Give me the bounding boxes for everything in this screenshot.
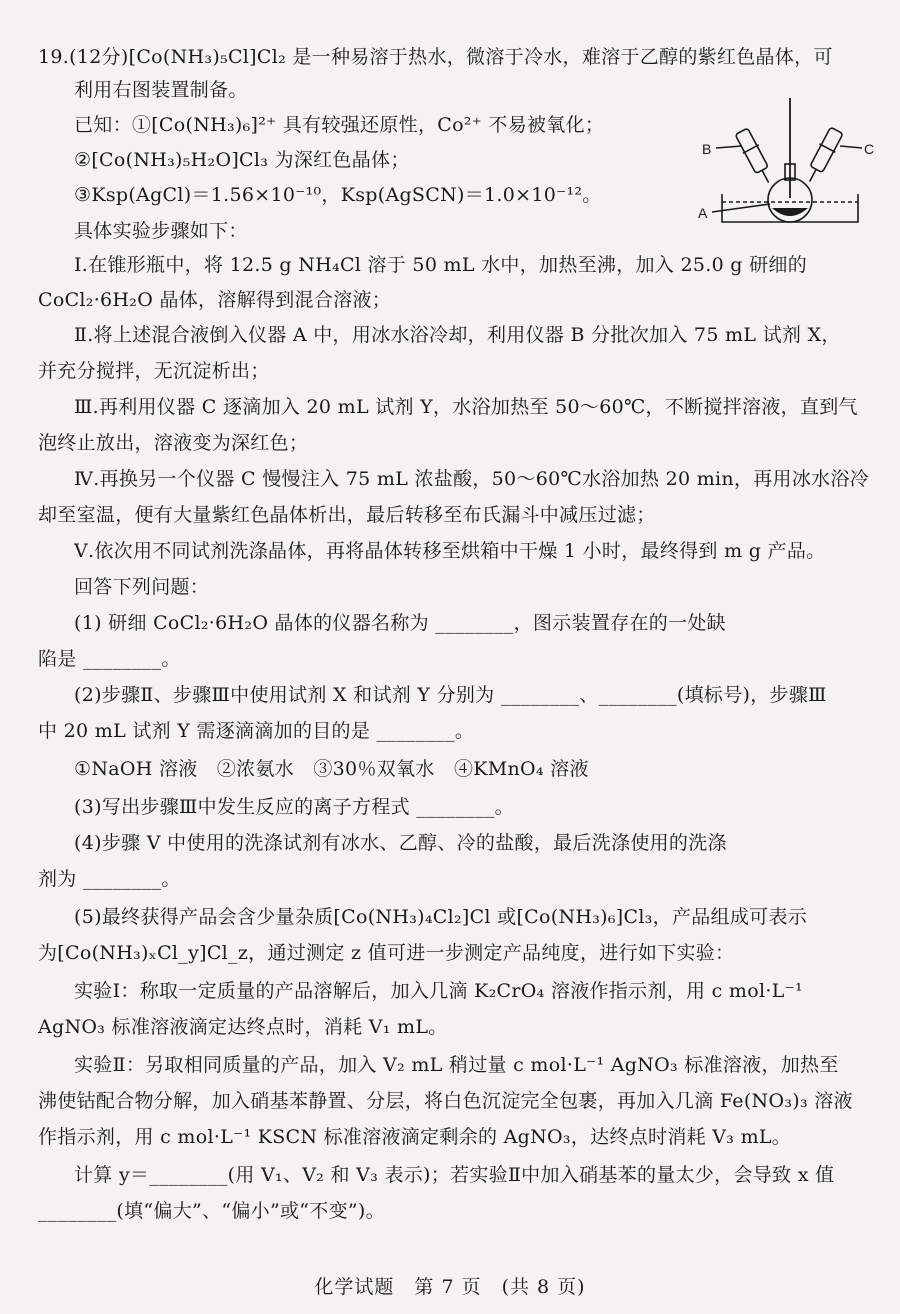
apparatus-diagram [692, 98, 878, 230]
question-2-line-1: (2)步骤Ⅱ、步骤Ⅲ中使用试剂 X 和试剂 Y 分别为 ________、________(填标号)，步骤Ⅲ [74, 684, 827, 706]
known-3: ③Ksp(AgCl)＝1.56×10⁻¹⁰，Ksp(AgSCN)＝1.0×10⁻¹²。 [74, 184, 602, 206]
question-2-line-2: 中 20 mL 试剂 Y 需逐滴滴加的目的是 ________。 [38, 720, 475, 742]
page-footer: 化学试题 第 7 页 (共 8 页) [314, 1276, 586, 1298]
question-2-options: ①NaOH 溶液 ②浓氨水 ③30％双氧水 ④KMnO₄ 溶液 [74, 758, 589, 780]
question-5-line-1: (5)最终获得产品会含少量杂质[Co(NH₃)₄Cl₂]Cl 或[Co(NH₃)₆]Cl₃，产品组成可表示 [74, 906, 808, 928]
label-a: A [698, 205, 708, 221]
experiment-1-line-1: 实验Ⅰ：称取一定质量的产品溶解后，加入几滴 K₂CrO₄ 溶液作指示剂，用 c mol·L⁻¹ [74, 980, 803, 1002]
funnel-c [810, 127, 843, 172]
question-1-line-2: 陷是 ________。 [38, 648, 181, 670]
leader-c [840, 146, 862, 148]
answer-intro: 回答下列问题： [74, 576, 210, 598]
step-4-line-2: 却至室温，便有大量紫红色晶体析出，最后转移至布氏漏斗中减压过滤； [38, 504, 656, 526]
experiment-1-line-2: AgNO₃ 标准溶液滴定达终点时，消耗 V₁ mL。 [38, 1016, 448, 1038]
step-3-line-1: Ⅲ.再利用仪器 C 逐滴加入 20 mL 试剂 Y，水浴加热至 50～60℃，不断搅拌溶液，直到气 [74, 396, 858, 418]
step-2-line-2: 并充分搅拌，无沉淀析出； [38, 360, 270, 382]
leader-a [712, 204, 770, 212]
step-1-line-1: Ⅰ.在锥形瓶中，将 12.5 g NH₄Cl 溶于 50 mL 水中，加热至沸，加入 25.0 g 研细的 [74, 254, 808, 276]
step-3-line-2: 泡终止放出，溶液变为深红色； [38, 432, 309, 454]
question-header: 19.(12分)[Co(NH₃)₅Cl]Cl₂ 是一种易溶于热水，微溶于冷水，难溶于乙醇的紫红色晶体，可 [38, 46, 833, 68]
step-4-line-1: Ⅳ.再换另一个仪器 C 慢慢注入 75 mL 浓盐酸，50～60℃水浴加热 20 min，再用冰水浴冷 [74, 468, 870, 490]
known-1: 已知：①[Co(NH₃)₆]²⁺ 具有较强还原性，Co²⁺ 不易被氧化； [74, 114, 605, 136]
known-2: ②[Co(NH₃)₅H₂O]Cl₃ 为深红色晶体； [74, 149, 410, 171]
experiment-2-line-2: 沸使钴配合物分解，加入硝基苯静置、分层，将白色沉淀完全包裹，再加入几滴 Fe(NO₃)₃ 溶液 [38, 1090, 853, 1112]
step-1-line-2: CoCl₂·6H₂O 晶体，溶解得到混合溶液； [38, 289, 392, 311]
leader-b [716, 146, 742, 148]
label-b: B [702, 141, 712, 157]
question-4-line-1: (4)步骤 Ⅴ 中使用的洗涤试剂有冰水、乙醇、冷的盐酸，最后洗涤使用的洗涤 [74, 832, 727, 854]
calculation-line-2: ________(填“偏大”、“偏小”或“不变”)。 [38, 1200, 385, 1222]
step-5: Ⅴ.依次用不同试剂洗涤晶体，再将晶体转移至烘箱中干燥 1 小时，最终得到 m g 产品。 [74, 540, 826, 562]
experiment-2-line-3: 作指示剂，用 c mol·L⁻¹ KSCN 标准溶液滴定剩余的 AgNO₃，达终点时消耗 V₃ mL。 [38, 1126, 792, 1148]
funnel-b [735, 128, 768, 173]
question-5-line-2: 为[Co(NH₃)ₓCl_y]Cl_z，通过测定 z 值可进一步测定产品纯度，进行如下实验： [38, 942, 735, 964]
question-1-line-1: (1) 研细 CoCl₂·6H₂O 晶体的仪器名称为 ________，图示装置存在的一处缺 [74, 612, 726, 634]
question-4-line-2: 剂为 ________。 [38, 868, 181, 890]
step-2-line-1: Ⅱ.将上述混合液倒入仪器 A 中，用冰水浴冷却，利用仪器 B 分批次加入 75 mL 试剂 X， [74, 324, 841, 346]
calculation-line-1: 计算 y＝________(用 V₁、V₂ 和 V₃ 表示)；若实验Ⅱ中加入硝基苯的量太少，会导致 x 值 [74, 1164, 835, 1186]
experiment-2-line-1: 实验Ⅱ：另取相同质量的产品，加入 V₂ mL 稍过量 c mol·L⁻¹ AgNO₃ 标准溶液，加热至 [74, 1054, 839, 1076]
question-3: (3)写出步骤Ⅲ中发生反应的离子方程式 ________。 [74, 796, 514, 818]
flask-liquid [772, 208, 808, 216]
label-c: C [864, 141, 875, 157]
question-header-cont: 利用右图装置制备。 [74, 79, 248, 101]
steps-intro: 具体实验步骤如下： [74, 220, 248, 242]
